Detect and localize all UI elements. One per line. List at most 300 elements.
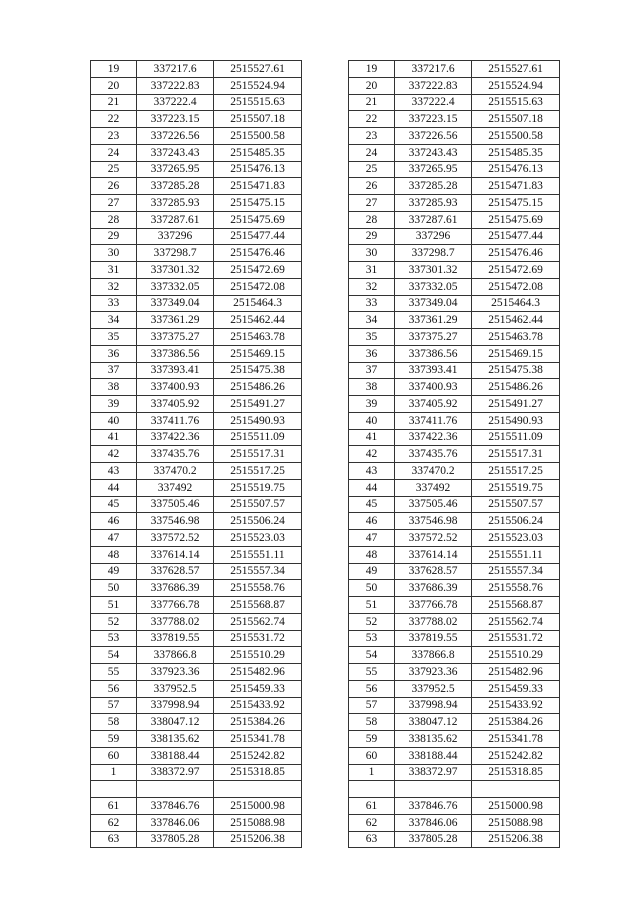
- table-row: [91, 211, 302, 228]
- y-coordinate-cell: 2515568.87: [214, 597, 302, 614]
- x-coordinate-cell: 337952.5: [395, 680, 472, 697]
- x-coordinate-cell: 337572.52: [395, 530, 472, 547]
- x-coordinate-cell: 337226.56: [395, 128, 472, 145]
- table-row: [91, 496, 302, 513]
- y-coordinate-cell: 2515500.58: [472, 128, 560, 145]
- point-number-cell: 61: [91, 798, 137, 815]
- table-row: [91, 680, 302, 697]
- y-coordinate-cell: 2515475.69: [214, 211, 302, 228]
- table-row: [349, 479, 560, 496]
- table-row: [91, 479, 302, 496]
- y-coordinate-cell: 2515485.35: [472, 144, 560, 161]
- y-coordinate-cell: 2515527.61: [472, 61, 560, 78]
- x-coordinate-cell: 337285.28: [137, 178, 214, 195]
- x-coordinate-cell: 337349.04: [137, 295, 214, 312]
- point-number-cell: 23: [91, 128, 137, 145]
- point-number-cell: 59: [91, 731, 137, 748]
- point-number-cell: 37: [349, 362, 395, 379]
- point-number-cell: 26: [349, 178, 395, 195]
- x-coordinate-cell: 337766.78: [137, 597, 214, 614]
- y-coordinate-cell: 2515482.96: [214, 664, 302, 681]
- x-coordinate-cell: 337411.76: [137, 412, 214, 429]
- point-number-cell: 1: [349, 764, 395, 781]
- point-number-cell: 36: [91, 345, 137, 362]
- x-coordinate-cell: 337296: [137, 228, 214, 245]
- x-coordinate-cell: 337492: [137, 479, 214, 496]
- table-row: [91, 362, 302, 379]
- table-row: [349, 530, 560, 547]
- x-coordinate-cell: 337400.93: [395, 379, 472, 396]
- table-row: [91, 664, 302, 681]
- point-number-cell: 28: [349, 211, 395, 228]
- table-row: [349, 781, 560, 798]
- y-coordinate-cell: [472, 781, 560, 798]
- table-row: [349, 295, 560, 312]
- x-coordinate-cell: 337766.78: [395, 597, 472, 614]
- y-coordinate-cell: 2515490.93: [472, 412, 560, 429]
- point-number-cell: 44: [349, 479, 395, 496]
- y-coordinate-cell: 2515517.31: [214, 446, 302, 463]
- y-coordinate-cell: 2515568.87: [472, 597, 560, 614]
- y-coordinate-cell: [214, 781, 302, 798]
- table-row: [91, 245, 302, 262]
- x-coordinate-cell: 337435.76: [395, 446, 472, 463]
- table-row: [349, 647, 560, 664]
- table-row: [349, 513, 560, 530]
- table-row: [349, 613, 560, 630]
- point-number-cell: 54: [91, 647, 137, 664]
- table-row: [91, 278, 302, 295]
- x-coordinate-cell: 337375.27: [137, 329, 214, 346]
- y-coordinate-cell: 2515562.74: [214, 613, 302, 630]
- y-coordinate-cell: 2515515.63: [472, 94, 560, 111]
- point-number-cell: 26: [91, 178, 137, 195]
- point-number-cell: 33: [349, 295, 395, 312]
- point-number-cell: 47: [349, 530, 395, 547]
- table-row: [349, 496, 560, 513]
- y-coordinate-cell: 2515551.11: [214, 546, 302, 563]
- point-number-cell: 23: [349, 128, 395, 145]
- point-number-cell: 59: [349, 731, 395, 748]
- table-row: [349, 697, 560, 714]
- y-coordinate-cell: 2515482.96: [472, 664, 560, 681]
- point-number-cell: 32: [349, 278, 395, 295]
- y-coordinate-cell: 2515433.92: [214, 697, 302, 714]
- table-row: [91, 764, 302, 781]
- x-coordinate-cell: 337805.28: [137, 831, 214, 848]
- y-coordinate-cell: 2515531.72: [472, 630, 560, 647]
- table-row: [91, 697, 302, 714]
- table-row: [91, 94, 302, 111]
- x-coordinate-cell: 337298.7: [395, 245, 472, 262]
- table-row: [349, 211, 560, 228]
- x-coordinate-cell: 337614.14: [137, 546, 214, 563]
- point-number-cell: 38: [91, 379, 137, 396]
- y-coordinate-cell: 2515477.44: [214, 228, 302, 245]
- x-coordinate-cell: 337298.7: [137, 245, 214, 262]
- table-row: [349, 563, 560, 580]
- point-number-cell: 29: [349, 228, 395, 245]
- table-row: [349, 731, 560, 748]
- point-number-cell: 56: [91, 680, 137, 697]
- point-number-cell: 61: [349, 798, 395, 815]
- y-coordinate-cell: 2515472.69: [472, 262, 560, 279]
- x-coordinate-cell: 337361.29: [137, 312, 214, 329]
- table-row: [91, 312, 302, 329]
- table-row: [91, 128, 302, 145]
- point-number-cell: 24: [349, 144, 395, 161]
- point-number-cell: 38: [349, 379, 395, 396]
- point-number-cell: 19: [349, 61, 395, 78]
- point-number-cell: [349, 781, 395, 798]
- x-coordinate-cell: 337492: [395, 479, 472, 496]
- y-coordinate-cell: 2515511.09: [214, 429, 302, 446]
- y-coordinate-cell: 2515475.69: [472, 211, 560, 228]
- x-coordinate-cell: 337422.36: [395, 429, 472, 446]
- point-number-cell: 31: [349, 262, 395, 279]
- x-coordinate-cell: 337222.83: [395, 77, 472, 94]
- x-coordinate-cell: 337805.28: [395, 831, 472, 848]
- y-coordinate-cell: 2515206.38: [472, 831, 560, 848]
- table-row: [91, 563, 302, 580]
- x-coordinate-cell: 337846.76: [395, 798, 472, 815]
- table-row: [91, 530, 302, 547]
- table-row: [349, 412, 560, 429]
- point-number-cell: 62: [91, 814, 137, 831]
- y-coordinate-cell: 2515551.11: [472, 546, 560, 563]
- y-coordinate-cell: 2515523.03: [214, 530, 302, 547]
- point-number-cell: 42: [91, 446, 137, 463]
- y-coordinate-cell: 2515485.35: [214, 144, 302, 161]
- x-coordinate-cell: 337301.32: [395, 262, 472, 279]
- x-coordinate-cell: 337998.94: [137, 697, 214, 714]
- table-row: [91, 463, 302, 480]
- y-coordinate-cell: 2515507.57: [472, 496, 560, 513]
- point-number-cell: 54: [349, 647, 395, 664]
- y-coordinate-cell: 2515475.38: [214, 362, 302, 379]
- point-number-cell: 29: [91, 228, 137, 245]
- y-coordinate-cell: 2515515.63: [214, 94, 302, 111]
- y-coordinate-cell: 2515475.38: [472, 362, 560, 379]
- x-coordinate-cell: 337386.56: [395, 345, 472, 362]
- point-number-cell: 44: [91, 479, 137, 496]
- x-coordinate-cell: 337572.52: [137, 530, 214, 547]
- point-number-cell: 30: [91, 245, 137, 262]
- table-row: [91, 597, 302, 614]
- table-row: [91, 379, 302, 396]
- y-coordinate-cell: 2515491.27: [214, 396, 302, 413]
- table-row: [91, 61, 302, 78]
- table-row: [349, 798, 560, 815]
- x-coordinate-cell: 337217.6: [395, 61, 472, 78]
- y-coordinate-cell: 2515507.18: [472, 111, 560, 128]
- x-coordinate-cell: 337686.39: [137, 580, 214, 597]
- x-coordinate-cell: [137, 781, 214, 798]
- point-number-cell: 1: [91, 764, 137, 781]
- x-coordinate-cell: 337285.93: [137, 195, 214, 212]
- point-number-cell: 37: [91, 362, 137, 379]
- x-coordinate-cell: 337285.28: [395, 178, 472, 195]
- point-number-cell: 58: [349, 714, 395, 731]
- x-coordinate-cell: 337846.76: [137, 798, 214, 815]
- point-number-cell: 52: [91, 613, 137, 630]
- y-coordinate-cell: 2515433.92: [472, 697, 560, 714]
- y-coordinate-cell: 2515476.13: [214, 161, 302, 178]
- table-row: [349, 630, 560, 647]
- point-number-cell: 45: [91, 496, 137, 513]
- table-row: [349, 597, 560, 614]
- table-row: [91, 747, 302, 764]
- table-row: [349, 831, 560, 848]
- x-coordinate-cell: 337243.43: [395, 144, 472, 161]
- x-coordinate-cell: 337614.14: [395, 546, 472, 563]
- point-number-cell: 51: [349, 597, 395, 614]
- y-coordinate-cell: 2515524.94: [214, 77, 302, 94]
- table-row: [91, 446, 302, 463]
- x-coordinate-cell: 337400.93: [137, 379, 214, 396]
- table-row: [91, 714, 302, 731]
- table-row: [91, 178, 302, 195]
- y-coordinate-cell: 2515476.46: [214, 245, 302, 262]
- point-number-cell: 62: [349, 814, 395, 831]
- y-coordinate-cell: 2515562.74: [472, 613, 560, 630]
- x-coordinate-cell: 337223.15: [395, 111, 472, 128]
- x-coordinate-cell: 337866.8: [395, 647, 472, 664]
- x-coordinate-cell: 337243.43: [137, 144, 214, 161]
- x-coordinate-cell: 337411.76: [395, 412, 472, 429]
- point-number-cell: 34: [91, 312, 137, 329]
- x-coordinate-cell: 337375.27: [395, 329, 472, 346]
- table-row: [91, 345, 302, 362]
- point-number-cell: 35: [91, 329, 137, 346]
- y-coordinate-cell: 2515527.61: [214, 61, 302, 78]
- table-row: [91, 580, 302, 597]
- point-number-cell: 46: [349, 513, 395, 530]
- point-number-cell: 55: [349, 664, 395, 681]
- y-coordinate-cell: 2515517.25: [472, 463, 560, 480]
- x-coordinate-cell: 338135.62: [137, 731, 214, 748]
- table-row: [91, 195, 302, 212]
- table-row: [349, 77, 560, 94]
- y-coordinate-cell: 2515464.3: [214, 295, 302, 312]
- x-coordinate-cell: 337628.57: [137, 563, 214, 580]
- point-number-cell: 21: [91, 94, 137, 111]
- point-number-cell: 57: [91, 697, 137, 714]
- point-number-cell: 41: [349, 429, 395, 446]
- point-number-cell: 28: [91, 211, 137, 228]
- y-coordinate-cell: 2515523.03: [472, 530, 560, 547]
- y-coordinate-cell: 2515475.15: [472, 195, 560, 212]
- x-coordinate-cell: 337349.04: [395, 295, 472, 312]
- table-row: [91, 262, 302, 279]
- table-row: [349, 228, 560, 245]
- y-coordinate-cell: 2515519.75: [472, 479, 560, 496]
- x-coordinate-cell: 337422.36: [137, 429, 214, 446]
- point-number-cell: 43: [349, 463, 395, 480]
- y-coordinate-cell: 2515463.78: [472, 329, 560, 346]
- table-row: [91, 228, 302, 245]
- x-coordinate-cell: 337285.93: [395, 195, 472, 212]
- x-coordinate-cell: 338188.44: [395, 747, 472, 764]
- table-row: [91, 429, 302, 446]
- x-coordinate-cell: 337226.56: [137, 128, 214, 145]
- x-coordinate-cell: [395, 781, 472, 798]
- point-number-cell: 40: [349, 412, 395, 429]
- table-row: [349, 312, 560, 329]
- x-coordinate-cell: 337435.76: [137, 446, 214, 463]
- point-number-cell: 22: [91, 111, 137, 128]
- table-row: [349, 446, 560, 463]
- x-coordinate-cell: 337393.41: [137, 362, 214, 379]
- x-coordinate-cell: 337846.06: [137, 814, 214, 831]
- y-coordinate-cell: 2515517.25: [214, 463, 302, 480]
- table-row: [349, 396, 560, 413]
- point-number-cell: 42: [349, 446, 395, 463]
- point-number-cell: 33: [91, 295, 137, 312]
- x-coordinate-cell: 337223.15: [137, 111, 214, 128]
- y-coordinate-cell: 2515519.75: [214, 479, 302, 496]
- x-coordinate-cell: 337222.4: [137, 94, 214, 111]
- y-coordinate-cell: 2515558.76: [214, 580, 302, 597]
- table-row: [91, 295, 302, 312]
- y-coordinate-cell: 2515531.72: [214, 630, 302, 647]
- table-row: [91, 630, 302, 647]
- y-coordinate-cell: 2515511.09: [472, 429, 560, 446]
- x-coordinate-cell: 337361.29: [395, 312, 472, 329]
- y-coordinate-cell: 2515341.78: [214, 731, 302, 748]
- point-number-cell: 40: [91, 412, 137, 429]
- y-coordinate-cell: 2515557.34: [214, 563, 302, 580]
- y-coordinate-cell: 2515510.29: [214, 647, 302, 664]
- table-row: [349, 161, 560, 178]
- point-number-cell: 50: [349, 580, 395, 597]
- table-row: [91, 546, 302, 563]
- x-coordinate-cell: 337296: [395, 228, 472, 245]
- y-coordinate-cell: 2515475.15: [214, 195, 302, 212]
- y-coordinate-cell: 2515500.58: [214, 128, 302, 145]
- x-coordinate-cell: 337222.83: [137, 77, 214, 94]
- x-coordinate-cell: 337546.98: [137, 513, 214, 530]
- x-coordinate-cell: 337405.92: [395, 396, 472, 413]
- x-coordinate-cell: 337505.46: [137, 496, 214, 513]
- x-coordinate-cell: 337332.05: [137, 278, 214, 295]
- y-coordinate-cell: 2515459.33: [214, 680, 302, 697]
- point-number-cell: 56: [349, 680, 395, 697]
- y-coordinate-cell: 2515000.98: [472, 798, 560, 815]
- x-coordinate-cell: 337819.55: [395, 630, 472, 647]
- y-coordinate-cell: 2515469.15: [214, 345, 302, 362]
- table-row: [349, 111, 560, 128]
- x-coordinate-cell: 337222.4: [395, 94, 472, 111]
- table-row: [349, 61, 560, 78]
- y-coordinate-cell: 2515088.98: [214, 814, 302, 831]
- y-coordinate-cell: 2515558.76: [472, 580, 560, 597]
- point-number-cell: 52: [349, 613, 395, 630]
- y-coordinate-cell: 2515471.83: [214, 178, 302, 195]
- x-coordinate-cell: 337332.05: [395, 278, 472, 295]
- table-row: [349, 546, 560, 563]
- point-number-cell: 19: [91, 61, 137, 78]
- table-row: [349, 362, 560, 379]
- y-coordinate-cell: 2515384.26: [472, 714, 560, 731]
- table-row: [91, 798, 302, 815]
- point-number-cell: 43: [91, 463, 137, 480]
- x-coordinate-cell: 337393.41: [395, 362, 472, 379]
- x-coordinate-cell: 338372.97: [137, 764, 214, 781]
- table-row: [349, 128, 560, 145]
- x-coordinate-cell: 337217.6: [137, 61, 214, 78]
- x-coordinate-cell: 337287.61: [137, 211, 214, 228]
- point-number-cell: 34: [349, 312, 395, 329]
- y-coordinate-cell: 2515507.18: [214, 111, 302, 128]
- x-coordinate-cell: 337386.56: [137, 345, 214, 362]
- table-row: [349, 747, 560, 764]
- point-number-cell: [91, 781, 137, 798]
- x-coordinate-cell: 337923.36: [395, 664, 472, 681]
- table-row: [349, 94, 560, 111]
- point-number-cell: 55: [91, 664, 137, 681]
- table-row: [91, 814, 302, 831]
- point-number-cell: 39: [91, 396, 137, 413]
- x-coordinate-cell: 338372.97: [395, 764, 472, 781]
- table-row: [91, 613, 302, 630]
- y-coordinate-cell: 2515486.26: [472, 379, 560, 396]
- y-coordinate-cell: 2515471.83: [472, 178, 560, 195]
- point-number-cell: 63: [349, 831, 395, 848]
- point-number-cell: 45: [349, 496, 395, 513]
- table-row: [349, 329, 560, 346]
- point-number-cell: 21: [349, 94, 395, 111]
- point-number-cell: 58: [91, 714, 137, 731]
- table-row: [349, 262, 560, 279]
- point-number-cell: 30: [349, 245, 395, 262]
- x-coordinate-cell: 337686.39: [395, 580, 472, 597]
- table-row: [91, 329, 302, 346]
- table-row: [91, 161, 302, 178]
- point-number-cell: 27: [91, 195, 137, 212]
- table-row: [91, 647, 302, 664]
- x-coordinate-cell: 337470.2: [137, 463, 214, 480]
- x-coordinate-cell: 337866.8: [137, 647, 214, 664]
- point-number-cell: 63: [91, 831, 137, 848]
- table-row: [349, 144, 560, 161]
- y-coordinate-cell: 2515242.82: [472, 747, 560, 764]
- x-coordinate-cell: 338047.12: [137, 714, 214, 731]
- y-coordinate-cell: 2515557.34: [472, 563, 560, 580]
- table-row: [349, 379, 560, 396]
- point-number-cell: 48: [91, 546, 137, 563]
- y-coordinate-cell: 2515506.24: [214, 513, 302, 530]
- point-number-cell: 22: [349, 111, 395, 128]
- table-row: [349, 195, 560, 212]
- y-coordinate-cell: 2515462.44: [472, 312, 560, 329]
- point-number-cell: 35: [349, 329, 395, 346]
- x-coordinate-cell: 337952.5: [137, 680, 214, 697]
- x-coordinate-cell: 337470.2: [395, 463, 472, 480]
- point-number-cell: 32: [91, 278, 137, 295]
- y-coordinate-cell: 2515517.31: [472, 446, 560, 463]
- point-number-cell: 50: [91, 580, 137, 597]
- point-number-cell: 39: [349, 396, 395, 413]
- point-number-cell: 20: [91, 77, 137, 94]
- y-coordinate-cell: 2515384.26: [214, 714, 302, 731]
- y-coordinate-cell: 2515242.82: [214, 747, 302, 764]
- table-row: [349, 814, 560, 831]
- y-coordinate-cell: 2515490.93: [214, 412, 302, 429]
- y-coordinate-cell: 2515206.38: [214, 831, 302, 848]
- y-coordinate-cell: 2515459.33: [472, 680, 560, 697]
- y-coordinate-cell: 2515507.57: [214, 496, 302, 513]
